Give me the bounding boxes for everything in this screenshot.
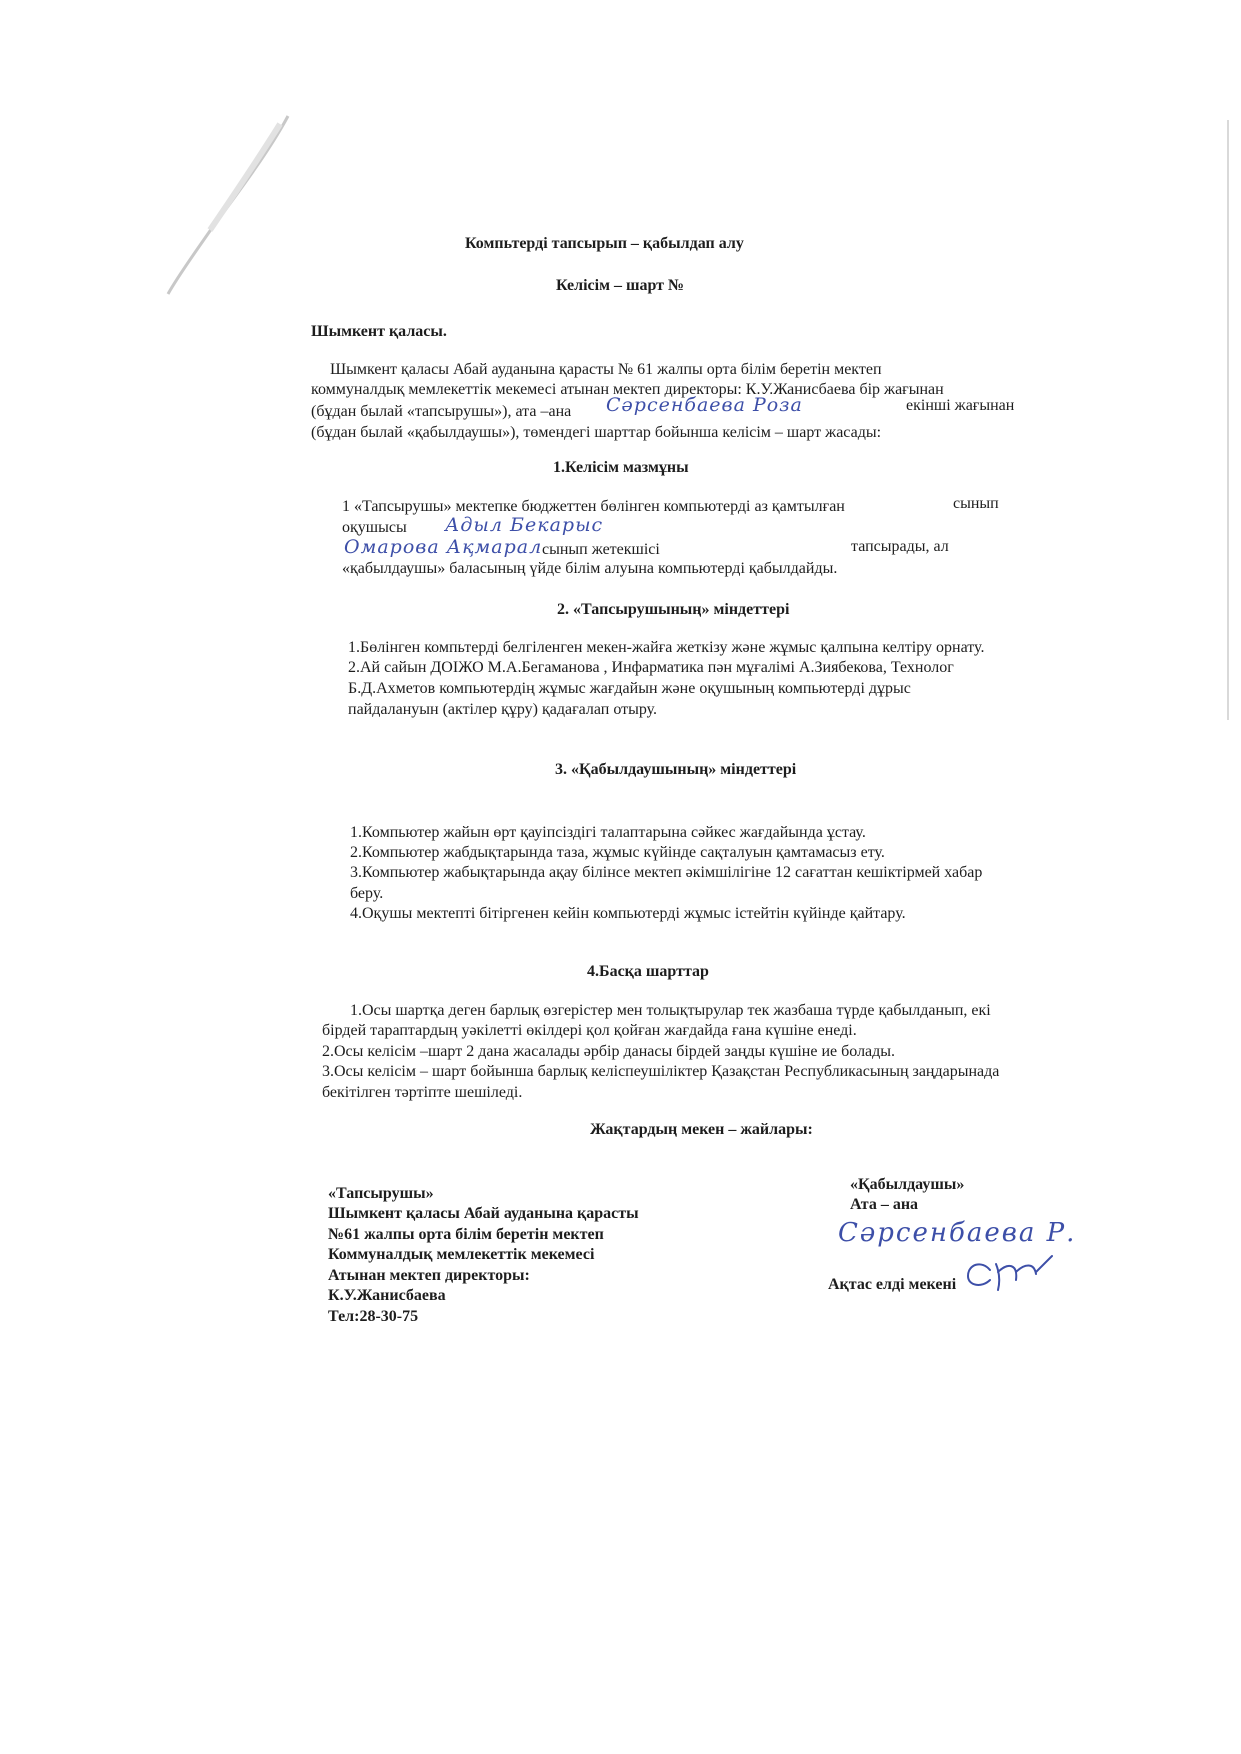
scan-streak-mark [160,110,300,300]
right-party-line-1: «Қабылдаушы» [850,1176,965,1193]
intro-line-3a: (бұдан былай «тапсырушы»), ата –ана [311,403,572,420]
right-party-line-2: Ата – ана [850,1196,919,1213]
section-4-line-4: 3.Осы келісім – шарт бойынша барлық келіспеушіліктер Қазақстан Республикасының заңдарынада [322,1063,1000,1080]
left-party-line-7: Тел:28-30-75 [328,1308,419,1325]
section-1-line-1b: сынып [953,495,999,512]
left-party-line-2: Шымкент қаласы Абай ауданына қарасты [328,1205,639,1222]
section-1-line-4: «қабылдаушы» баласының үйде білім алуына компьютерді қабылдайды. [342,560,838,577]
intro-line-2: коммуналдық мемлекеттік мекемесі атынан мектеп директоры: К.У.Жанисбаева бір жағынан [311,381,944,398]
section-1-heading: 1.Келісім мазмұны [553,459,689,476]
section-4-line-1: 1.Осы шартқа деген барлық өзгерістер мен толықтырулар тек жазбаша түрде қабылданып, екі [350,1002,991,1019]
section-3-line-2: 2.Компьютер жабдықтарында таза, жұмыс күйінде сақталуын қамтамасыз ету. [350,844,885,861]
handwritten-student-name: Адыл Бекарыс [445,514,604,536]
intro-line-3b: екінші жағынан [906,397,1015,414]
section-1-line-3b: тапсырады, ал [851,538,949,555]
section-1-line-1a: 1 «Тапсырушы» мектепке бюджеттен бөлінген компьютерді аз қамтылған [342,498,845,515]
section-3-line-1: 1.Компьютер жайын өрт қауіпсіздігі талаптарына сәйкес жағдайында ұстау. [350,824,866,841]
section-2-line-4: пайдалануын (актілер құру) қадағалап отыру. [348,701,658,718]
section-2-line-3: Б.Д.Ахметов компьютердің жұмыс жағдайын және оқушының компьютерді дұрыс [348,680,911,697]
section-1-line-3a: сынып жетекшісі [542,541,660,558]
section-2-line-1: 1.Бөлінген компьтерді белгіленген мекен-жайға жеткізу және жұмыс қалпына келтіру орнату. [348,639,985,656]
section-4-line-5: бекітілген тәртіпте шешіледі. [322,1084,523,1101]
signature-scribble [960,1250,1060,1296]
section-4-heading: 4.Басқа шарттар [587,963,709,980]
section-3-line-4: беру. [350,885,384,902]
right-party-line-3: Ақтас елді мекені [828,1276,957,1293]
document-subtitle: Келісім – шарт № [556,277,685,294]
left-party-line-5: Атынан мектеп директоры: [328,1267,530,1284]
left-party-line-1: «Тапсырушы» [328,1185,434,1202]
section-3-heading: 3. «Қабылдаушының» міндеттері [555,761,797,778]
handwritten-signature-name: Сәрсенбаева Р. [838,1218,1077,1248]
section-4-line-3: 2.Осы келісім –шарт 2 дана жасалады әрбір данасы бірдей заңды күшіне ие болады. [322,1043,896,1060]
intro-line-1: Шымкент қаласы Абай ауданына қарасты № 61 жалпы орта білім беретін мектеп [330,361,882,378]
section-2-line-2: 2.Ай сайын ДОІЖО М.А.Бегаманова , Инфарматика пән мұғалімі А.Зиябекова, Технолог [348,659,954,676]
section-2-heading: 2. «Тапсырушының» міндеттері [557,601,790,618]
intro-line-4: (бұдан былай «қабылдаушы»), төмендегі шарттар бойынша келісім – шарт жасады: [311,424,882,441]
handwritten-parent-name: Сәрсенбаева Роза [606,394,803,416]
addresses-heading: Жақтардың мекен – жайлары: [590,1121,813,1138]
scan-edge-mark [1222,120,1234,720]
section-3-line-5: 4.Оқушы мектепті бітіргенен кейін компьютерді жұмыс істейтін күйінде қайтару. [350,905,906,922]
section-3-line-3: 3.Компьютер жабықтарында ақау білінсе мектеп әкімшілігіне 12 сағаттан кешіктірмей хабар [350,864,983,881]
left-party-line-3: №61 жалпы орта білім беретін мектеп [328,1226,604,1243]
left-party-line-6: К.У.Жанисбаева [328,1287,446,1304]
handwritten-teacher-name: Омарова Ақмарал [344,536,543,558]
document-title: Компьтерді тапсырып – қабылдап алу [465,235,744,252]
left-party-line-4: Коммуналдық мемлекеттік мекемесі [328,1246,595,1263]
section-4-line-2: бірдей тараптардың уәкілетті өкілдері қол қойған жағдайда ғана күшіне енеді. [322,1022,857,1039]
city-label: Шымкент қаласы. [311,323,447,340]
section-1-line-2a: оқушысы [342,519,407,536]
